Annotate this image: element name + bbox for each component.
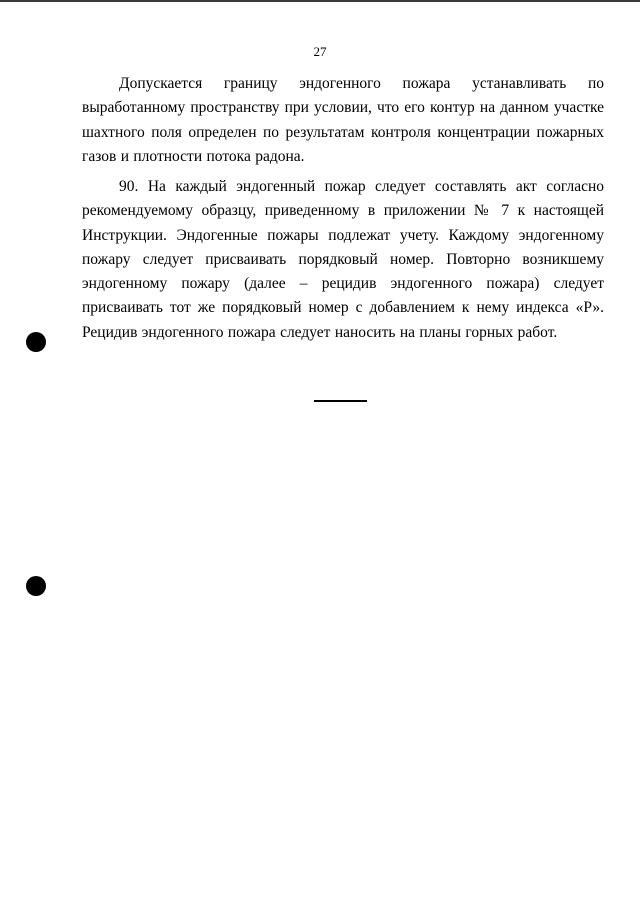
scan-top-edge bbox=[0, 0, 640, 2]
paragraph-item-90: 90. На каждый эндогенный пожар следует составлять акт согласно рекомендуемому образцу, приведенному в приложении № 7 к настоящей Инструкции. Эндогенные пожары подлежат учету. Каждому эндогенному пожару следует присваивать порядковый номер. Повторно возникшему эндогенному пожару (далее – рецидив эндогенного пожара) следует присваивать тот же порядковый номер с добавлением к нему индекса «Р». Рецидив эндогенного пожара следует наносить на планы горных работ. bbox=[82, 178, 604, 341]
paragraph-boundary-rule bbox=[82, 72, 604, 169]
punch-hole-mark bbox=[26, 576, 46, 596]
paragraph-boundary-rule-first-line: Допускается границу эндогенного пожара устанавливать по bbox=[119, 75, 604, 92]
paragraph-boundary-rule-continuation: выработанному пространству при условии, что его контур на данном участке шахтного поля определен по результатам контроля концентрации пожарных газов и плотности потока радона. bbox=[82, 99, 604, 165]
page-number: 27 bbox=[313, 44, 327, 59]
punch-hole-mark bbox=[26, 332, 46, 352]
end-of-text-rule bbox=[314, 400, 367, 402]
